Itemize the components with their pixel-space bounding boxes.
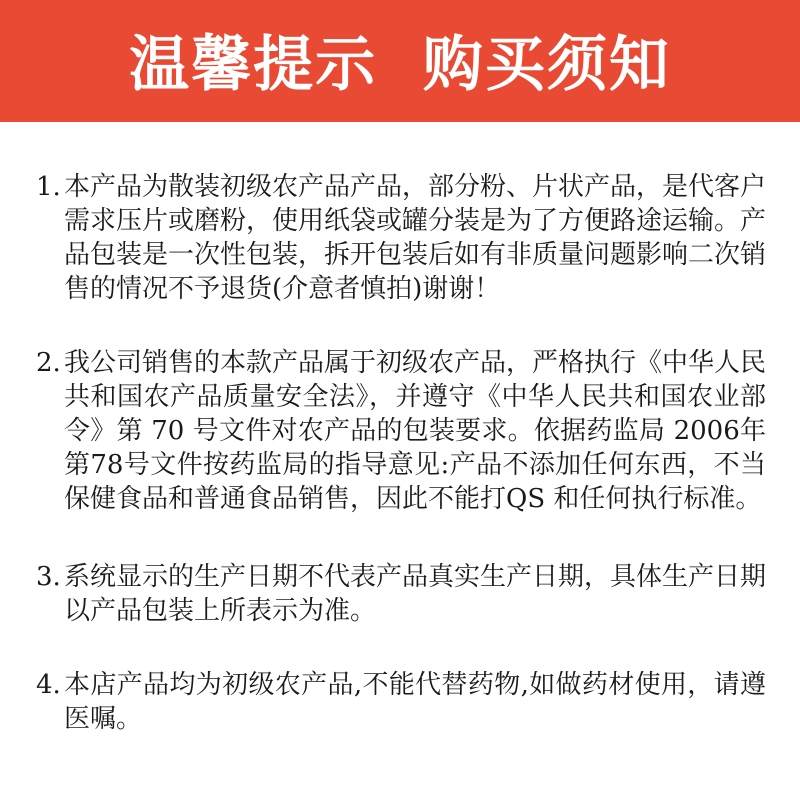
notice-number: 2. xyxy=(36,348,61,378)
banner-title: 温馨提示 购买须知 xyxy=(129,30,671,100)
notice-text: 我公司销售的本款产品属于初级农产品，严格执行《中华人民共和国农产品质量安全法》，并遵守《中华人民共和国农业部令》第 70 号文件对农产品的包装要求。依据药监局 2006年第78号文件按药监局的指导意见:产品不添加任何东西，不当保健食品和普通食品销售，因此不能打QS 和任何执行标准。 xyxy=(64,348,767,514)
notice-item-1 xyxy=(36,170,766,306)
notice-number: 1. xyxy=(36,172,61,202)
notice-item-4 xyxy=(36,668,766,736)
notice-text: 系统显示的生产日期不代表产品真实生产日期，具体生产日期以产品包装上所表示为准。 xyxy=(64,562,767,626)
header-banner xyxy=(0,0,800,122)
notice-number: 3. xyxy=(36,562,61,592)
notice-number: 4. xyxy=(36,670,61,700)
notice-item-2 xyxy=(36,346,766,516)
notice-item-3 xyxy=(36,560,766,628)
notice-list xyxy=(36,170,766,776)
notice-text: 本产品为散装初级农产品产品，部分粉、片状产品，是代客户需求压片或磨粉，使用纸袋或罐分装是为了方便路途运输。产品包装是一次性包装，拆开包装后如有非质量问题影响二次销售的情况不予退货(介意者慎拍)谢谢！ xyxy=(64,172,767,304)
notice-text: 本店产品均为初级农产品,不能代替药物,如做药材使用，请遵医嘱。 xyxy=(64,670,766,734)
